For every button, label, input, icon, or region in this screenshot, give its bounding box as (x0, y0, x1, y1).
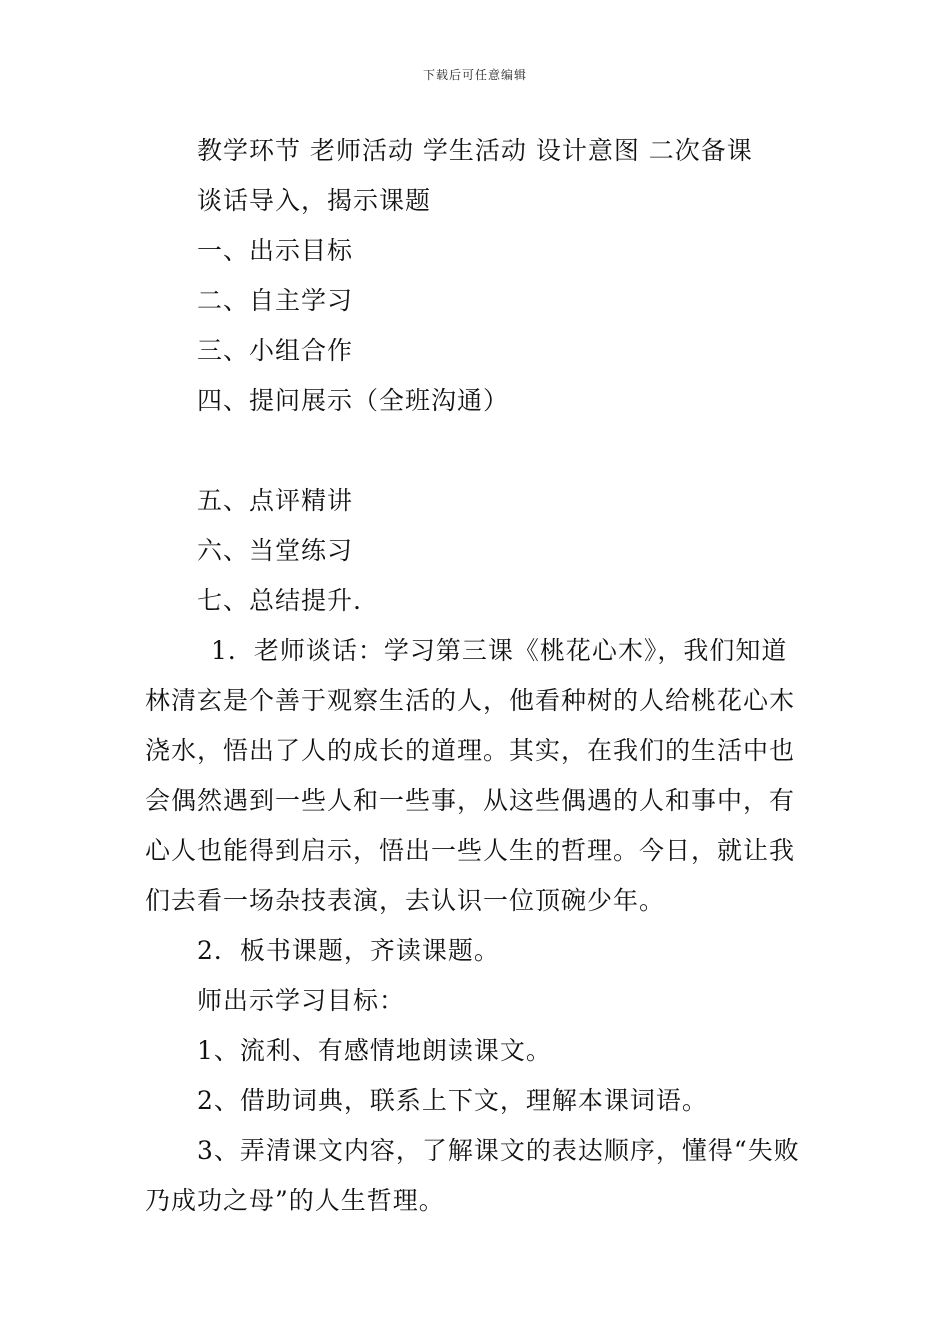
board-title-paragraph: 2．板书课题，齐读课题。 (197, 936, 500, 965)
paragraph-line: 们去看一场杂技表演，去认识一位顶碗少年。 (145, 886, 666, 915)
goal-item-3 (145, 1126, 810, 1226)
goal-item-1: 1、流利、有感情地朗读课文。 (197, 1036, 552, 1065)
teacher-talk-paragraph (145, 626, 810, 926)
step-item-4: 四、提问展示（全班沟通） (197, 386, 510, 415)
step-item-2: 二、自主学习 (197, 286, 354, 315)
paragraph-line: 1．老师谈话：学习第三课《桃花心木》，我们知道 (211, 636, 788, 665)
paragraph-line: 3、弄清课文内容，了解课文的表达顺序，懂得“失败 (197, 1136, 800, 1165)
paragraph-line: 浇水，悟出了人的成长的道理。其实，在我们的生活中也 (145, 736, 796, 765)
table-header-line: 教学环节 老师活动 学生活动 设计意图 二次备课 (197, 136, 753, 165)
step-item-6: 六、当堂练习 (197, 536, 354, 565)
step-item-3: 三、小组合作 (197, 336, 354, 365)
intro-title: 谈话导入，揭示课题 (197, 186, 432, 215)
step-item-5: 五、点评精讲 (197, 486, 354, 515)
paragraph-line: 会偶然遇到一些人和一些事，从这些偶遇的人和事中，有 (145, 786, 796, 815)
paragraph-line: 林清玄是个善于观察生活的人，他看种树的人给桃花心木 (145, 686, 796, 715)
page-header-note: 下载后可任意编辑 (422, 68, 527, 82)
paragraph-line: 乃成功之母”的人生哲理。 (145, 1186, 445, 1215)
document-body (145, 126, 810, 1226)
goal-item-2: 2、借助词典，联系上下文，理解本课词语。 (197, 1086, 708, 1115)
blank-line (145, 426, 810, 476)
step-item-7: 七、总结提升. (197, 586, 362, 615)
goals-title: 师出示学习目标： (197, 986, 406, 1015)
step-item-1: 一、出示目标 (197, 236, 354, 265)
paragraph-line: 心人也能得到启示，悟出一些人生的哲理。今日，就让我 (145, 836, 796, 865)
